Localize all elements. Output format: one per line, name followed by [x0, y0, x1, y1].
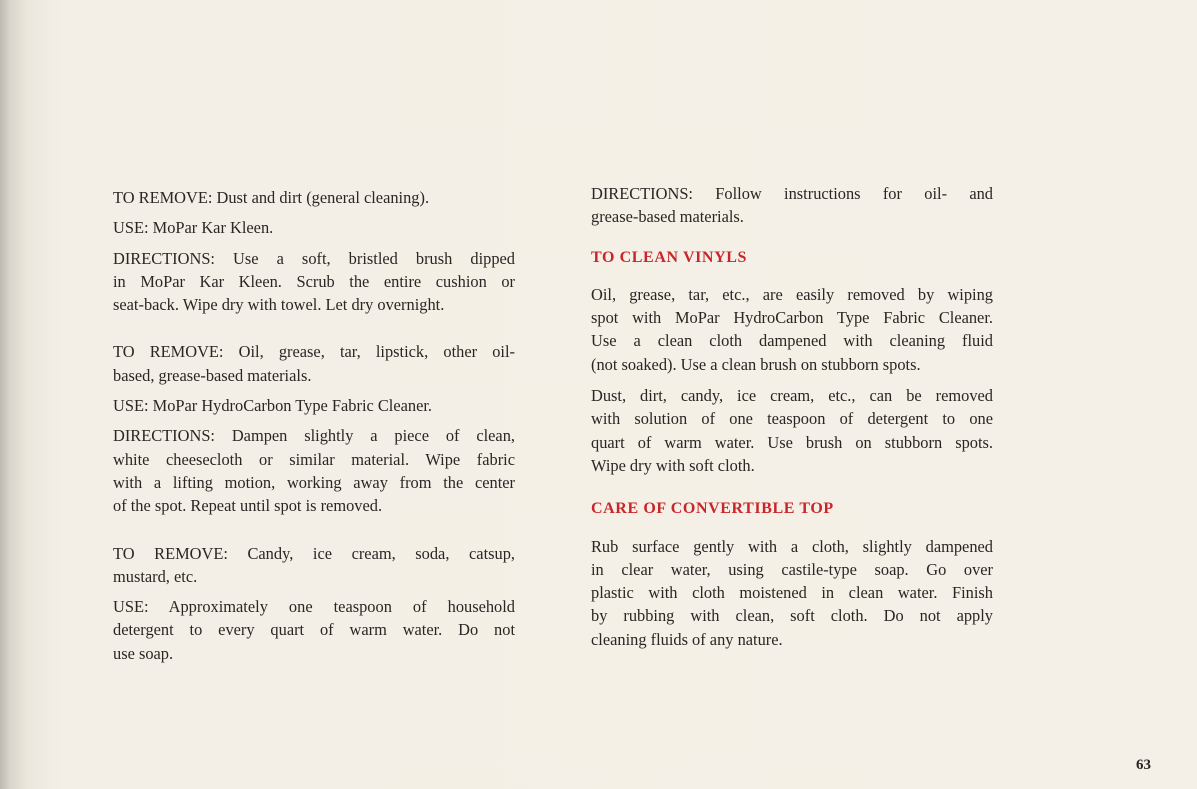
section-heading — [591, 246, 993, 269]
text-line: in MoPar Kar Kleen. Scrub the entire cushion or — [113, 271, 515, 291]
text-line: detergent to every quart of warm water. Do not — [113, 620, 515, 640]
text-line: DIRECTIONS: Follow instructions for oil- and — [591, 184, 993, 203]
left-column — [113, 186, 515, 665]
text-line: USE: MoPar HydroCarbon Type Fabric Cleaner. — [113, 396, 433, 416]
text-line: white cheesecloth or similar material. Wipe fabric — [113, 449, 515, 469]
text-line: TO REMOVE: Oil, grease, tar, lipstick, other oil- — [113, 342, 515, 362]
text-line: USE: MoPar Kar Kleen. — [113, 218, 274, 238]
text-line: (not soaked). Use a clean brush on stubborn spots. — [591, 354, 921, 374]
text-line: TO REMOVE: Candy, ice cream, soda, catsup, — [113, 543, 515, 563]
text-line: Dust, dirt, candy, ice cream, etc., can be removed — [591, 386, 993, 406]
paragraph — [591, 283, 993, 376]
page-number: 63 — [1136, 757, 1151, 773]
text-line: by rubbing with clean, soft cloth. Do not apply — [591, 606, 993, 626]
text-line: TO REMOVE: Dust and dirt (general cleaning). — [113, 188, 430, 207]
paragraph — [113, 595, 515, 665]
text-line: of the spot. Repeat until spot is removed. — [113, 496, 383, 516]
section-heading-text: TO CLEAN VINYLS — [591, 248, 748, 266]
paragraph — [113, 186, 515, 209]
paragraph — [113, 394, 515, 417]
text-line: use soap. — [113, 643, 174, 663]
section-heading — [591, 497, 993, 520]
paragraph — [113, 340, 515, 387]
paragraph — [591, 384, 993, 477]
right-column — [591, 182, 993, 651]
paragraph — [591, 182, 993, 229]
paragraph — [591, 535, 993, 651]
text-line: Wipe dry with soft cloth. — [591, 455, 755, 475]
section-heading-text: CARE OF CONVERTIBLE TOP — [591, 500, 834, 518]
text-line: USE: Approximately one teaspoon of household — [113, 597, 515, 617]
text-line: DIRECTIONS: Dampen slightly a piece of clean, — [113, 426, 515, 446]
text-line: plastic with cloth moistened in clean water. Finish — [591, 583, 993, 603]
text-line: DIRECTIONS: Use a soft, bristled brush dipped — [113, 248, 515, 268]
text-line: based, grease-based materials. — [113, 365, 312, 385]
text-line: Rub surface gently with a cloth, slightly dampened — [591, 536, 993, 556]
paragraph — [113, 247, 515, 317]
text-line: spot with MoPar HydroCarbon Type Fabric Cleaner. — [591, 308, 993, 328]
text-line: Oil, grease, tar, etc., are easily removed by wiping — [591, 284, 993, 304]
paragraph — [113, 424, 515, 517]
paragraph — [113, 216, 515, 239]
text-line: quart of warm water. Use brush on stubborn spots. — [591, 432, 993, 452]
text-line: seat-back. Wipe dry with towel. Let dry overnight. — [113, 295, 445, 315]
text-line: with solution of one teaspoon of detergent to one — [591, 409, 993, 429]
text-line: in clear water, using castile-type soap. Go over — [591, 559, 993, 579]
text-line: grease-based materials. — [591, 207, 744, 227]
paragraph — [113, 542, 515, 589]
text-line: cleaning fluids of any nature. — [591, 629, 783, 649]
text-line: Use a clean cloth dampened with cleaning fluid — [591, 331, 993, 351]
text-line: mustard, etc. — [113, 566, 198, 586]
text-line: with a lifting motion, working away from the center — [113, 472, 515, 492]
